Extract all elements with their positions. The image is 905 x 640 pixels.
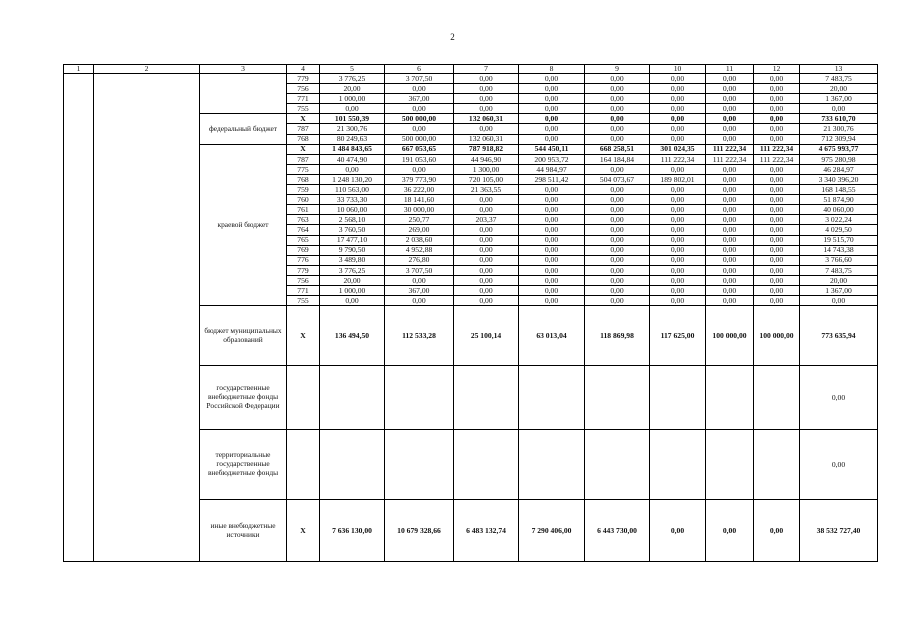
value-cell-col-7: 787 918,82	[454, 144, 519, 154]
value-cell-col-13: 712 309,94	[800, 134, 878, 144]
value-cell-col-5: 1 000,00	[320, 94, 385, 104]
value-cell-col-8: 0,00	[519, 104, 585, 114]
value-cell-col-13: 733 610,70	[800, 114, 878, 124]
value-cell-col-7: 6 483 132,74	[454, 500, 519, 562]
value-cell-col-7: 0,00	[454, 104, 519, 114]
value-cell-col-10: 0,00	[650, 114, 706, 124]
value-cell-col-11: 0,00	[706, 74, 754, 84]
row-code: 779	[287, 74, 320, 84]
empty-cell	[706, 366, 754, 430]
empty-cell	[320, 366, 385, 430]
row-code: 755	[287, 296, 320, 306]
value-cell-col-6: 0,00	[385, 275, 454, 285]
value-cell-col-7: 0,00	[454, 74, 519, 84]
value-cell-col-7: 203,37	[454, 215, 519, 225]
value-cell-col-5: 40 474,90	[320, 154, 385, 164]
value-cell-col-7: 0,00	[454, 124, 519, 134]
value-cell-col-12: 0,00	[754, 124, 800, 134]
value-cell-col-11: 100 000,00	[706, 306, 754, 366]
source-label-other: иные внебюджетные источники	[200, 500, 287, 562]
value-cell-col-11: 0,00	[706, 215, 754, 225]
value-cell-col-5: 7 636 130,00	[320, 500, 385, 562]
value-cell-col-5: 1 000,00	[320, 285, 385, 295]
value-cell-col-10: 0,00	[650, 164, 706, 174]
value-cell-col-11: 0,00	[706, 195, 754, 205]
value-cell-col-5: 33 733,30	[320, 195, 385, 205]
page-number: 2	[450, 32, 455, 42]
value-cell-col-6: 0,00	[385, 296, 454, 306]
total-cell: 0,00	[800, 430, 878, 500]
value-cell-col-5: 3 489,80	[320, 255, 385, 265]
value-cell-col-7: 0,00	[454, 225, 519, 235]
value-cell-col-13: 3 766,60	[800, 255, 878, 265]
value-cell-col-10: 0,00	[650, 255, 706, 265]
row-code: Х	[287, 500, 320, 562]
value-cell-col-10: 0,00	[650, 74, 706, 84]
row-code: 761	[287, 205, 320, 215]
value-cell-col-9: 0,00	[585, 185, 650, 195]
value-cell-col-7: 0,00	[454, 255, 519, 265]
column-header-3: 3	[200, 65, 287, 74]
value-cell-col-5: 10 060,00	[320, 205, 385, 215]
value-cell-col-11: 0,00	[706, 164, 754, 174]
value-cell-col-8: 544 450,11	[519, 144, 585, 154]
value-cell-col-11: 0,00	[706, 94, 754, 104]
value-cell-col-6: 0,00	[385, 164, 454, 174]
value-cell-col-8: 0,00	[519, 225, 585, 235]
value-cell-col-8: 200 953,72	[519, 154, 585, 164]
value-cell-col-8: 0,00	[519, 114, 585, 124]
column-header-12: 12	[754, 65, 800, 74]
value-cell-col-8: 7 290 406,00	[519, 500, 585, 562]
value-cell-col-10: 0,00	[650, 275, 706, 285]
row-code: 768	[287, 174, 320, 184]
value-cell-col-6: 379 773,90	[385, 174, 454, 184]
value-cell-col-13: 7 483,75	[800, 74, 878, 84]
value-cell-col-7: 132 060,31	[454, 134, 519, 144]
value-cell-col-8: 0,00	[519, 215, 585, 225]
value-cell-col-11: 0,00	[706, 500, 754, 562]
column-header-7: 7	[454, 65, 519, 74]
column-header-8: 8	[519, 65, 585, 74]
column-header-5: 5	[320, 65, 385, 74]
value-cell-col-9: 0,00	[585, 275, 650, 285]
value-cell-col-6: 191 053,60	[385, 154, 454, 164]
value-cell-col-5: 1 248 130,20	[320, 174, 385, 184]
value-cell-col-6: 500 000,00	[385, 114, 454, 124]
value-cell-col-11: 0,00	[706, 255, 754, 265]
value-cell-col-6: 367,00	[385, 285, 454, 295]
empty-cell	[287, 366, 320, 430]
value-cell-col-9: 0,00	[585, 124, 650, 134]
value-cell-col-9: 0,00	[585, 225, 650, 235]
value-cell-col-13: 0,00	[800, 104, 878, 114]
value-cell-col-12: 0,00	[754, 84, 800, 94]
value-cell-col-13: 168 148,55	[800, 185, 878, 195]
source-label-territorial_funds: территориальные государственные внебюджетные фонды	[200, 430, 287, 500]
value-cell-col-8: 0,00	[519, 185, 585, 195]
value-cell-col-11: 0,00	[706, 114, 754, 124]
value-cell-col-13: 975 280,98	[800, 154, 878, 164]
value-cell-col-6: 0,00	[385, 104, 454, 114]
value-cell-col-6: 0,00	[385, 84, 454, 94]
value-cell-col-10: 0,00	[650, 215, 706, 225]
empty-cell	[754, 366, 800, 430]
value-cell-col-10: 0,00	[650, 245, 706, 255]
value-cell-col-12: 0,00	[754, 134, 800, 144]
value-cell-col-9: 0,00	[585, 235, 650, 245]
row-code: 771	[287, 285, 320, 295]
value-cell-col-9: 0,00	[585, 84, 650, 94]
value-cell-col-10: 117 625,00	[650, 306, 706, 366]
value-cell-col-6: 367,00	[385, 94, 454, 104]
value-cell-col-8: 0,00	[519, 265, 585, 275]
column-header-6: 6	[385, 65, 454, 74]
value-cell-col-7: 0,00	[454, 205, 519, 215]
value-cell-col-9: 668 258,51	[585, 144, 650, 154]
value-cell-col-11: 0,00	[706, 275, 754, 285]
value-cell-col-8: 0,00	[519, 296, 585, 306]
row-code: 769	[287, 245, 320, 255]
value-cell-col-7: 0,00	[454, 84, 519, 94]
row-code: Х	[287, 144, 320, 154]
value-cell-col-13: 20,00	[800, 84, 878, 94]
value-cell-col-6: 4 952,88	[385, 245, 454, 255]
value-cell-col-9: 0,00	[585, 74, 650, 84]
value-cell-col-7: 0,00	[454, 245, 519, 255]
value-cell-col-5: 2 568,10	[320, 215, 385, 225]
value-cell-col-8: 0,00	[519, 195, 585, 205]
value-cell-col-11: 0,00	[706, 104, 754, 114]
value-cell-col-10: 0,00	[650, 134, 706, 144]
value-cell-col-11: 111 222,34	[706, 144, 754, 154]
value-cell-col-8: 0,00	[519, 245, 585, 255]
row-code: 775	[287, 164, 320, 174]
value-cell-col-9: 0,00	[585, 114, 650, 124]
value-cell-col-6: 10 679 328,66	[385, 500, 454, 562]
value-cell-col-10: 301 024,35	[650, 144, 706, 154]
value-cell-col-11: 0,00	[706, 296, 754, 306]
value-cell-col-6: 3 707,50	[385, 265, 454, 275]
value-cell-col-13: 46 284,97	[800, 164, 878, 174]
value-cell-col-12: 111 222,34	[754, 154, 800, 164]
budget-table	[63, 64, 878, 562]
row-code: 771	[287, 94, 320, 104]
value-cell-col-8: 0,00	[519, 134, 585, 144]
col2-merged-cell	[94, 74, 200, 562]
value-cell-col-6: 667 053,65	[385, 144, 454, 154]
value-cell-col-10: 0,00	[650, 225, 706, 235]
value-cell-col-11: 0,00	[706, 84, 754, 94]
value-cell-col-5: 110 563,00	[320, 185, 385, 195]
value-cell-col-12: 0,00	[754, 285, 800, 295]
value-cell-col-5: 3 776,25	[320, 74, 385, 84]
value-cell-col-10: 0,00	[650, 104, 706, 114]
value-cell-col-5: 1 484 843,65	[320, 144, 385, 154]
value-cell-col-5: 9 790,50	[320, 245, 385, 255]
value-cell-col-9: 0,00	[585, 285, 650, 295]
value-cell-col-12: 0,00	[754, 245, 800, 255]
value-cell-col-10: 0,00	[650, 84, 706, 94]
value-cell-col-11: 111 222,34	[706, 154, 754, 164]
row-code: 759	[287, 185, 320, 195]
row-code: 787	[287, 154, 320, 164]
value-cell-col-13: 38 532 727,40	[800, 500, 878, 562]
value-cell-col-12: 0,00	[754, 265, 800, 275]
value-cell-col-7: 44 946,90	[454, 154, 519, 164]
value-cell-col-6: 112 533,28	[385, 306, 454, 366]
value-cell-col-7: 0,00	[454, 275, 519, 285]
value-cell-col-10: 0,00	[650, 285, 706, 295]
value-cell-col-13: 4 029,50	[800, 225, 878, 235]
value-cell-col-6: 500 000,00	[385, 134, 454, 144]
row-code: 755	[287, 104, 320, 114]
value-cell-col-7: 21 363,55	[454, 185, 519, 195]
row-code: 768	[287, 134, 320, 144]
value-cell-col-8: 63 013,04	[519, 306, 585, 366]
column-header-2: 2	[94, 65, 200, 74]
value-cell-col-8: 0,00	[519, 255, 585, 265]
row-code: 760	[287, 195, 320, 205]
value-cell-col-5: 20,00	[320, 275, 385, 285]
value-cell-col-13: 19 515,70	[800, 235, 878, 245]
value-cell-col-5: 20,00	[320, 84, 385, 94]
empty-cell	[454, 430, 519, 500]
value-cell-col-6: 2 038,60	[385, 235, 454, 245]
row-code: 756	[287, 275, 320, 285]
value-cell-col-10: 0,00	[650, 195, 706, 205]
value-cell-col-8: 0,00	[519, 84, 585, 94]
value-cell-col-6: 269,00	[385, 225, 454, 235]
value-cell-col-8: 0,00	[519, 124, 585, 134]
value-cell-col-5: 0,00	[320, 296, 385, 306]
value-cell-col-13: 20,00	[800, 275, 878, 285]
row-code: 776	[287, 255, 320, 265]
value-cell-col-9: 6 443 730,00	[585, 500, 650, 562]
value-cell-col-12: 0,00	[754, 235, 800, 245]
table-body	[64, 65, 878, 562]
value-cell-col-10: 0,00	[650, 94, 706, 104]
value-cell-col-6: 3 707,50	[385, 74, 454, 84]
value-cell-col-9: 0,00	[585, 265, 650, 275]
value-cell-col-10: 0,00	[650, 124, 706, 134]
value-cell-col-12: 0,00	[754, 215, 800, 225]
value-cell-col-13: 4 675 993,77	[800, 144, 878, 154]
empty-cell	[650, 430, 706, 500]
column-header-4: 4	[287, 65, 320, 74]
empty-cell	[754, 430, 800, 500]
empty-cell	[320, 430, 385, 500]
value-cell-col-5: 3 760,50	[320, 225, 385, 235]
col1-merged-cell	[64, 74, 94, 562]
value-cell-col-7: 132 060,31	[454, 114, 519, 124]
value-cell-col-12: 0,00	[754, 296, 800, 306]
value-cell-col-12: 0,00	[754, 205, 800, 215]
value-cell-col-5: 101 550,39	[320, 114, 385, 124]
value-cell-col-9: 0,00	[585, 205, 650, 215]
value-cell-col-7: 0,00	[454, 296, 519, 306]
value-cell-col-10: 0,00	[650, 265, 706, 275]
value-cell-col-6: 0,00	[385, 124, 454, 134]
value-cell-col-10: 0,00	[650, 205, 706, 215]
value-cell-col-8: 0,00	[519, 205, 585, 215]
value-cell-col-6: 276,80	[385, 255, 454, 265]
value-cell-col-11: 0,00	[706, 205, 754, 215]
source-label-federal: федеральный бюджет	[200, 114, 287, 144]
value-cell-col-5: 0,00	[320, 104, 385, 114]
empty-cell	[287, 430, 320, 500]
value-cell-col-10: 0,00	[650, 235, 706, 245]
value-cell-col-5: 21 300,76	[320, 124, 385, 134]
value-cell-col-11: 0,00	[706, 245, 754, 255]
value-cell-col-13: 40 060,00	[800, 205, 878, 215]
value-cell-col-6: 36 222,00	[385, 185, 454, 195]
value-cell-col-5: 3 776,25	[320, 265, 385, 275]
value-cell-col-7: 1 300,00	[454, 164, 519, 174]
empty-cell	[385, 366, 454, 430]
value-cell-col-10: 189 802,01	[650, 174, 706, 184]
value-cell-col-8: 0,00	[519, 235, 585, 245]
value-cell-col-5: 80 249,63	[320, 134, 385, 144]
value-cell-col-12: 0,00	[754, 104, 800, 114]
value-cell-col-13: 3 340 396,20	[800, 174, 878, 184]
value-cell-col-12: 0,00	[754, 74, 800, 84]
row-code: 787	[287, 124, 320, 134]
column-header-13: 13	[800, 65, 878, 74]
value-cell-col-8: 0,00	[519, 285, 585, 295]
value-cell-col-13: 7 483,75	[800, 265, 878, 275]
value-cell-col-11: 0,00	[706, 265, 754, 275]
value-cell-col-9: 0,00	[585, 255, 650, 265]
value-cell-col-9: 0,00	[585, 164, 650, 174]
value-cell-col-12: 0,00	[754, 164, 800, 174]
value-cell-col-12: 0,00	[754, 225, 800, 235]
value-cell-col-12: 0,00	[754, 185, 800, 195]
header-row	[64, 65, 878, 74]
value-cell-col-12: 111 222,34	[754, 144, 800, 154]
value-cell-col-13: 1 367,00	[800, 94, 878, 104]
row-code: 779	[287, 265, 320, 275]
value-cell-col-13: 51 874,90	[800, 195, 878, 205]
value-cell-col-5: 136 494,50	[320, 306, 385, 366]
value-cell-col-11: 0,00	[706, 174, 754, 184]
value-cell-col-7: 0,00	[454, 195, 519, 205]
value-cell-col-9: 504 073,67	[585, 174, 650, 184]
value-cell-col-13: 1 367,00	[800, 285, 878, 295]
value-cell-col-6: 30 000,00	[385, 205, 454, 215]
column-header-10: 10	[650, 65, 706, 74]
value-cell-col-11: 0,00	[706, 225, 754, 235]
value-cell-col-9: 0,00	[585, 296, 650, 306]
value-cell-col-9: 0,00	[585, 94, 650, 104]
value-cell-col-13: 14 743,38	[800, 245, 878, 255]
empty-cell	[454, 366, 519, 430]
row-code: 765	[287, 235, 320, 245]
value-cell-col-7: 25 100,14	[454, 306, 519, 366]
empty-cell	[585, 366, 650, 430]
column-header-1: 1	[64, 65, 94, 74]
row-code: Х	[287, 306, 320, 366]
value-cell-col-8: 0,00	[519, 74, 585, 84]
row-code: 763	[287, 215, 320, 225]
value-cell-col-6: 250,77	[385, 215, 454, 225]
value-cell-col-11: 0,00	[706, 185, 754, 195]
value-cell-col-12: 0,00	[754, 94, 800, 104]
column-header-9: 9	[585, 65, 650, 74]
value-cell-col-9: 118 869,98	[585, 306, 650, 366]
value-cell-col-5: 0,00	[320, 164, 385, 174]
value-cell-col-6: 18 141,60	[385, 195, 454, 205]
value-cell-col-12: 0,00	[754, 114, 800, 124]
total-cell: 0,00	[800, 366, 878, 430]
empty-cell	[519, 366, 585, 430]
value-cell-col-10: 0,00	[650, 185, 706, 195]
value-cell-col-8: 298 511,42	[519, 174, 585, 184]
empty-cell	[585, 430, 650, 500]
value-cell-col-9: 0,00	[585, 245, 650, 255]
empty-cell	[650, 366, 706, 430]
value-cell-col-13: 773 635,94	[800, 306, 878, 366]
table-row	[64, 74, 878, 84]
value-cell-col-12: 0,00	[754, 500, 800, 562]
value-cell-col-11: 0,00	[706, 235, 754, 245]
value-cell-col-11: 0,00	[706, 124, 754, 134]
row-code: 764	[287, 225, 320, 235]
value-cell-col-13: 0,00	[800, 296, 878, 306]
value-cell-col-12: 0,00	[754, 255, 800, 265]
source-label-cell-continued	[200, 74, 287, 114]
source-label-regional: краевой бюджет	[200, 144, 287, 306]
source-label-state_funds: государственные внебюджетные фонды Российской Федерации	[200, 366, 287, 430]
source-label-municipal: бюджет муниципальных образований	[200, 306, 287, 366]
value-cell-col-12: 0,00	[754, 275, 800, 285]
value-cell-col-7: 720 105,00	[454, 174, 519, 184]
empty-cell	[519, 430, 585, 500]
value-cell-col-13: 21 300,76	[800, 124, 878, 134]
value-cell-col-9: 0,00	[585, 104, 650, 114]
row-code: 756	[287, 84, 320, 94]
value-cell-col-9: 0,00	[585, 134, 650, 144]
value-cell-col-11: 0,00	[706, 134, 754, 144]
value-cell-col-7: 0,00	[454, 265, 519, 275]
value-cell-col-9: 164 184,84	[585, 154, 650, 164]
value-cell-col-12: 100 000,00	[754, 306, 800, 366]
row-code: Х	[287, 114, 320, 124]
value-cell-col-5: 17 477,10	[320, 235, 385, 245]
column-header-11: 11	[706, 65, 754, 74]
value-cell-col-10: 0,00	[650, 296, 706, 306]
value-cell-col-11: 0,00	[706, 285, 754, 295]
value-cell-col-7: 0,00	[454, 285, 519, 295]
empty-cell	[706, 430, 754, 500]
value-cell-col-8: 0,00	[519, 94, 585, 104]
value-cell-col-7: 0,00	[454, 94, 519, 104]
value-cell-col-9: 0,00	[585, 195, 650, 205]
value-cell-col-12: 0,00	[754, 174, 800, 184]
empty-cell	[385, 430, 454, 500]
value-cell-col-8: 0,00	[519, 275, 585, 285]
value-cell-col-10: 0,00	[650, 500, 706, 562]
value-cell-col-10: 111 222,34	[650, 154, 706, 164]
value-cell-col-12: 0,00	[754, 195, 800, 205]
value-cell-col-8: 44 984,97	[519, 164, 585, 174]
value-cell-col-7: 0,00	[454, 235, 519, 245]
value-cell-col-13: 3 022,24	[800, 215, 878, 225]
value-cell-col-9: 0,00	[585, 215, 650, 225]
